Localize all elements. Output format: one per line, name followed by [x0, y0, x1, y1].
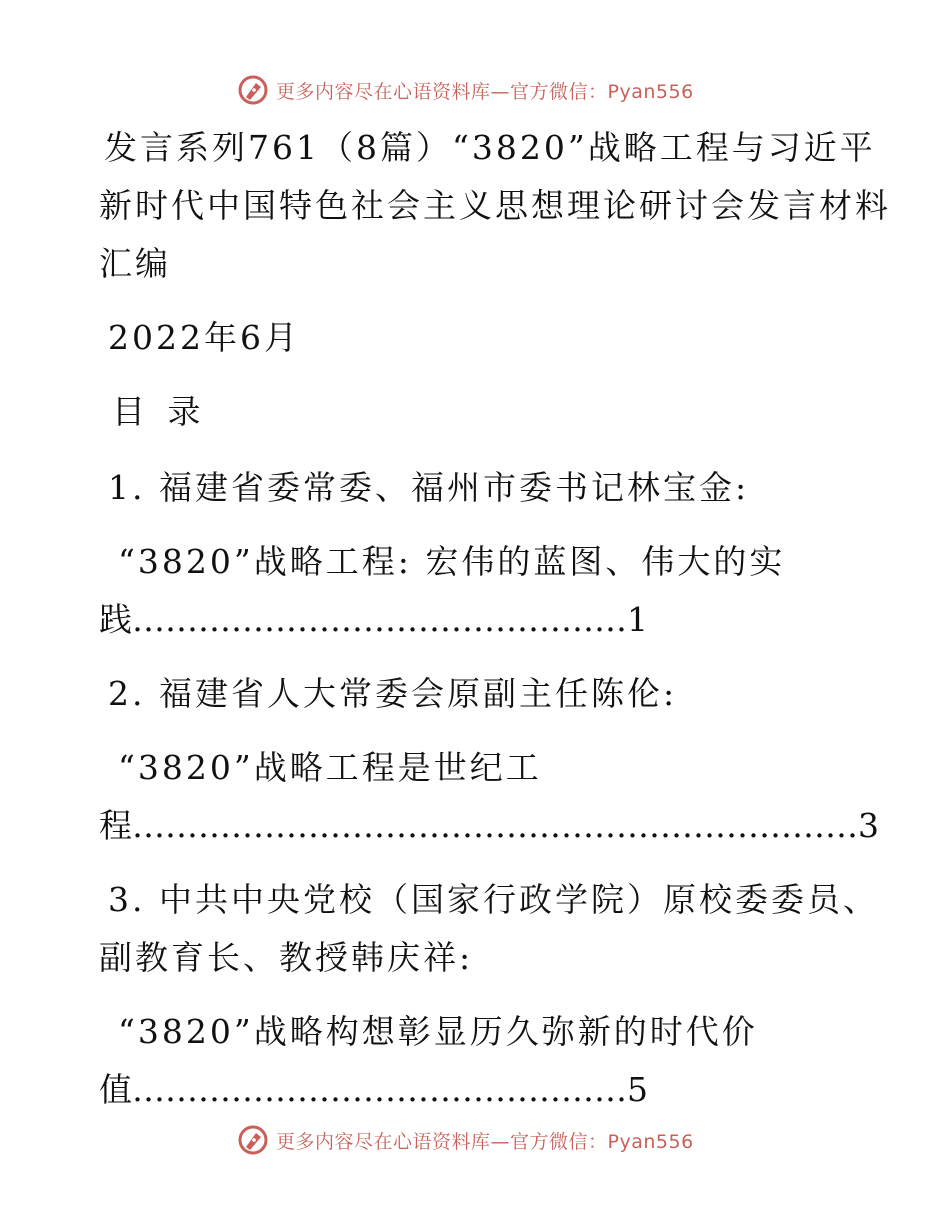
- toc-entry-3-title: “3820”战略构想彰显历久弥新的时代价: [118, 1012, 758, 1051]
- toc-entry-1-title: “3820”战略工程: 宏伟的蓝图、伟大的实: [118, 542, 786, 581]
- toc-heading: 目 录: [112, 392, 207, 431]
- document-date: 2022年6月: [108, 318, 300, 357]
- toc-entry-1-speaker: 1. 福建省委常委、福州市委书记林宝金:: [108, 468, 750, 507]
- title-line-3: 汇编: [99, 244, 171, 283]
- pen-nib-circle-icon: [236, 1123, 270, 1157]
- toc-entry-1-leader: 践………………………………………1: [99, 600, 648, 639]
- watermark-footer: [236, 1122, 694, 1158]
- toc-entry-3-speaker-line-1: 3. 中共中央党校（国家行政学院）原校委委员、: [108, 880, 879, 919]
- toc-entry-3-speaker-line-2: 副教育长、教授韩庆祥:: [99, 938, 474, 977]
- pen-nib-circle-icon: [236, 73, 270, 107]
- watermark-header: [236, 72, 694, 108]
- title-line-2: 新时代中国特色社会主义思想理论研讨会发言材料: [99, 186, 891, 225]
- toc-entry-3-leader: 值………………………………………5: [99, 1070, 648, 1109]
- toc-entry-2-speaker: 2. 福建省人大常委会原副主任陈伦:: [108, 674, 678, 713]
- toc-entry-2-leader: 程…………………………………………………………3: [99, 806, 879, 845]
- watermark-text: 更多内容尽在心语资料库—官方微信：Pyan556: [276, 80, 694, 103]
- title-line-1: 发言系列761（8篇）“3820”战略工程与习近平: [104, 128, 876, 167]
- toc-entry-2-title: “3820”战略工程是世纪工: [118, 748, 542, 787]
- watermark-text: 更多内容尽在心语资料库—官方微信：Pyan556: [276, 1130, 694, 1153]
